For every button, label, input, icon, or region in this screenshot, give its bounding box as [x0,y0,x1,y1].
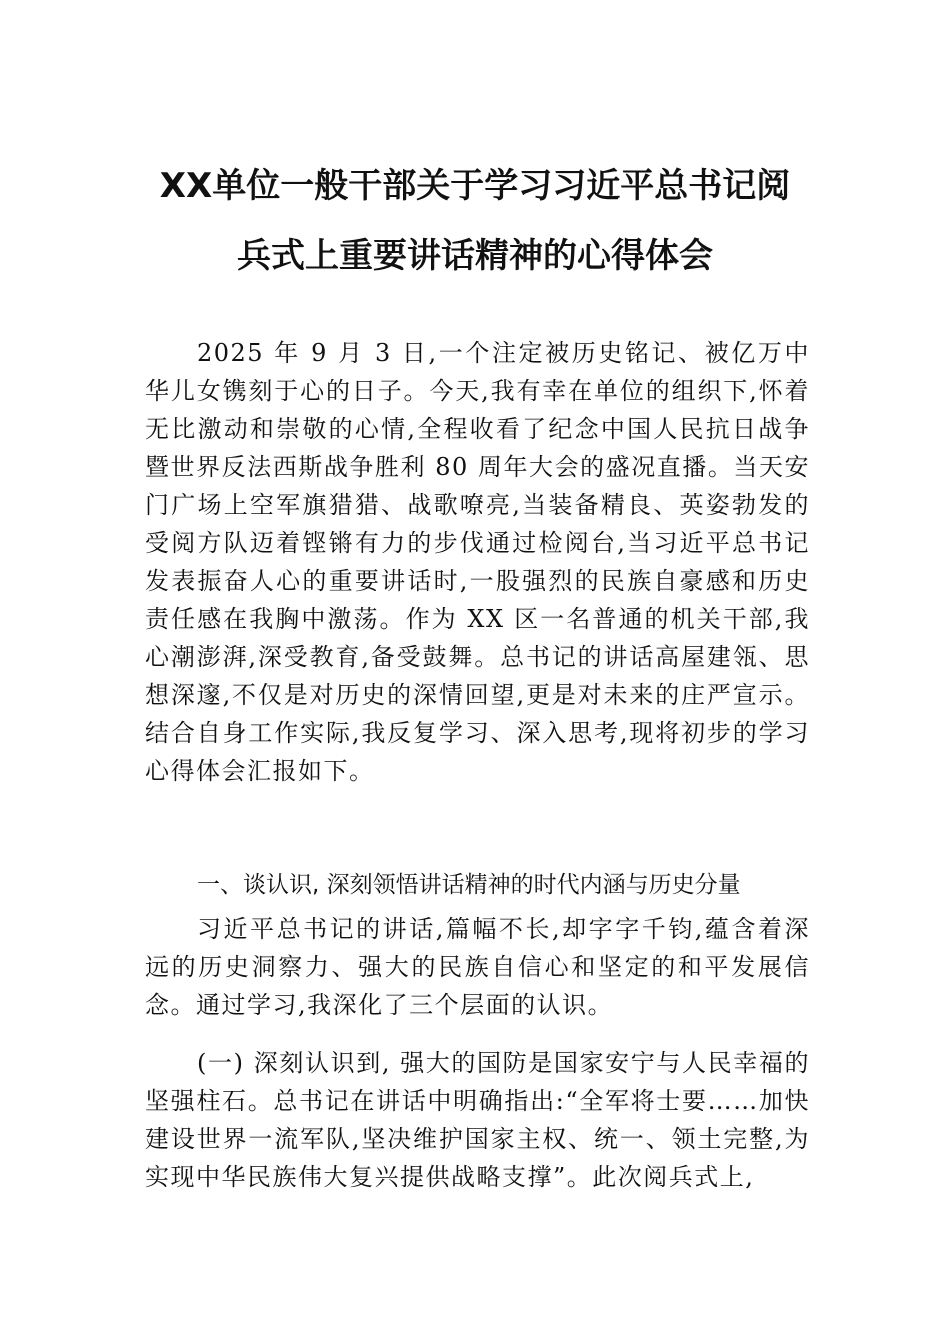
document-title-line-1: XX单位一般干部关于学习习近平总书记阅 [159,166,791,206]
subsection-1-paragraph: (一) 深刻认识到, 强大的国防是国家安宁与人民幸福的坚强柱石。总书记在讲话中明确指出:“全军将士要……加快建设世界一流军队,坚决维护国家主权、统一、领土完整,为实现中华民族伟大复兴提供战略支撑”。此次阅兵式上, [145,1049,810,1191]
section-1-paragraph: 习近平总书记的讲话,篇幅不长,却字字千钧,蕴含着深远的历史洞察力、强大的民族自信心和坚定的和平发展信念。通过学习,我深化了三个层面的认识。 [145,915,810,1019]
intro-paragraph: 2025 年 9 月 3 日,一个注定被历史铭记、被亿万中华儿女镌刻于心的日子。今天,我有幸在单位的组织下,怀着无比激动和崇敬的心情,全程收看了纪念中国人民抗日战争暨世界反法西斯战争胜利 80 周年大会的盛况直播。当天安门广场上空军旗猎猎、战歌嘹亮,当装备精良、英姿勃发的受阅方队迈着铿锵有力的步伐通过检阅台,当习近平总书记发表振奋人心的重要讲话时,一股强烈的民族自豪感和历史责任感在我胸中激荡。作为 XX 区一名普通的机关干部,我心潮澎湃,深受教育,备受鼓舞。总书记的讲话高屋建瓴、思想深邃,不仅是对历史的深情回望,更是对未来的庄严宣示。结合自身工作实际,我反复学习、深入思考,现将初步的学习心得体会汇报如下。 [145,339,810,785]
document-title-line-2: 兵式上重要讲话精神的心得体会 [237,236,713,276]
section-heading-1: 一、谈认识, 深刻领悟讲话精神的时代内涵与历史分量 [197,872,741,898]
